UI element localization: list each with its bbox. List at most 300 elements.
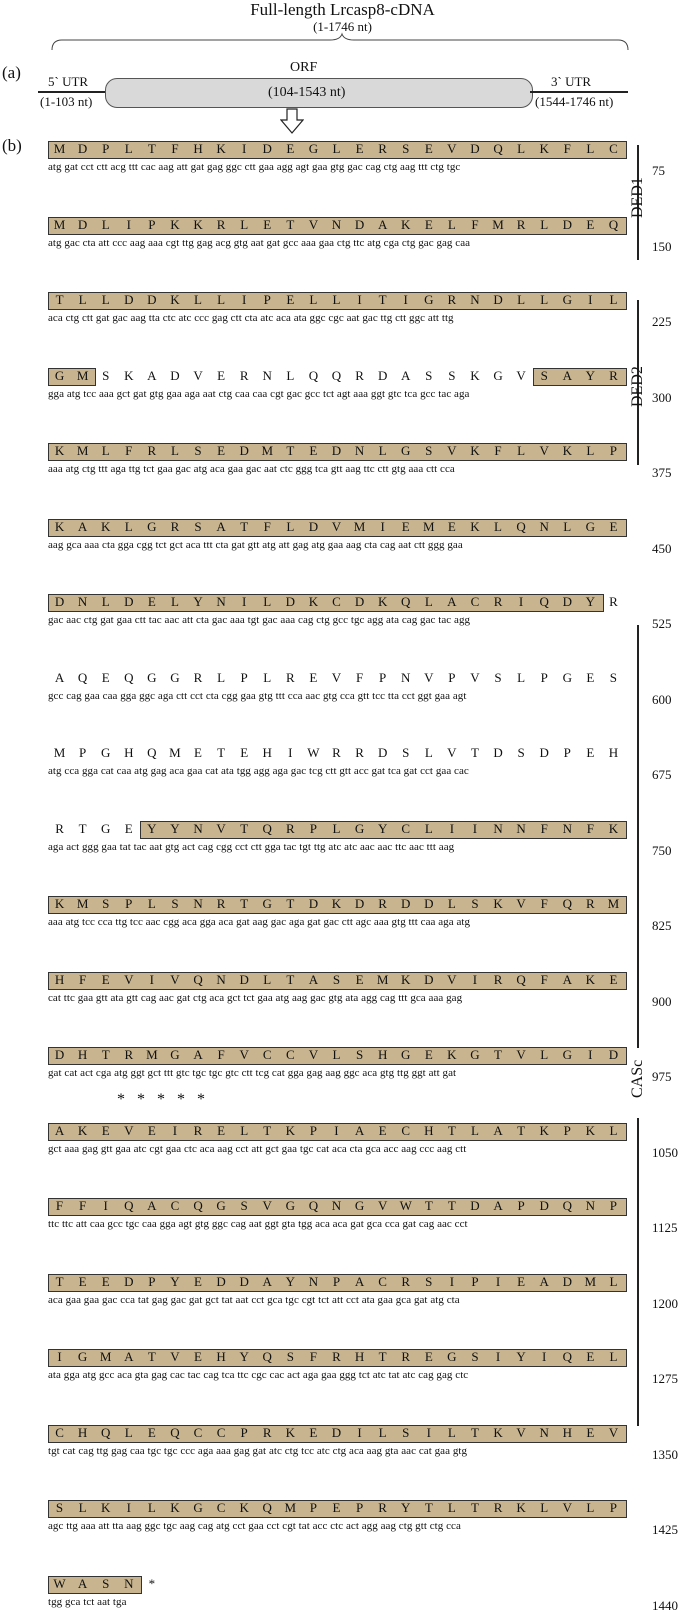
amino-acid: C: [216, 1500, 226, 1515]
amino-acid: L: [540, 216, 549, 232]
amino-acid: N: [262, 367, 272, 383]
amino-acid: E: [194, 1273, 202, 1289]
utr3-label: 3` UTR: [551, 74, 592, 89]
amino-acid: R: [609, 367, 618, 383]
amino-acid: G: [401, 1047, 411, 1062]
amino-acid: F: [494, 443, 502, 458]
position-number: 525: [652, 616, 672, 631]
amino-acid: K: [585, 971, 596, 987]
amino-acid: I: [495, 1349, 501, 1364]
panel-b-label: (b): [2, 136, 22, 155]
amino-acid: R: [401, 1349, 411, 1364]
utr5-label: 5` UTR: [48, 74, 89, 89]
amino-acid: Y: [170, 1273, 180, 1289]
amino-acid: P: [309, 820, 318, 836]
amino-acid: *: [148, 1576, 156, 1591]
amino-acid: S: [425, 443, 433, 458]
amino-acid: G: [101, 745, 111, 760]
amino-acid: C: [332, 594, 341, 609]
amino-acid: D: [562, 216, 572, 232]
orf-label: ORF: [290, 60, 318, 75]
aa-sequence-row: [48, 670, 625, 686]
amino-acid: L: [378, 1424, 387, 1440]
amino-acid: V: [562, 1500, 572, 1515]
amino-acid: K: [216, 141, 226, 156]
amino-acid: W: [53, 1576, 66, 1591]
amino-acid: T: [447, 1122, 456, 1138]
amino-acid: A: [401, 367, 411, 383]
amino-acid: D: [285, 594, 296, 609]
amino-acid: K: [608, 820, 619, 836]
amino-acid: L: [447, 1424, 456, 1440]
full-length-bracket: [0, 0, 685, 60]
amino-acid: I: [57, 1349, 62, 1364]
amino-acid: L: [517, 141, 526, 156]
amino-acid: M: [53, 745, 66, 760]
amino-acid: T: [378, 1349, 387, 1364]
amino-acid: L: [240, 216, 249, 232]
amino-acid: Q: [147, 745, 157, 760]
amino-acid: K: [193, 216, 203, 232]
amino-acid: T: [494, 1047, 502, 1062]
amino-acid: D: [354, 594, 365, 609]
amino-acid: K: [470, 443, 480, 458]
amino-acid: P: [102, 141, 110, 156]
amino-acid: V: [424, 669, 434, 685]
amino-acid: P: [332, 1273, 341, 1289]
amino-acid: D: [470, 141, 480, 156]
amino-acid: L: [424, 820, 433, 836]
amino-acid: N: [585, 1198, 596, 1213]
amino-acid: K: [447, 1047, 457, 1062]
amino-acid: L: [517, 443, 526, 458]
amino-acid: S: [425, 367, 433, 383]
amino-acid: D: [424, 971, 434, 987]
amino-acid: G: [308, 141, 319, 156]
amino-acid: T: [78, 820, 87, 836]
amino-acid: E: [586, 745, 595, 760]
amino-acid: G: [562, 669, 572, 685]
amino-acid: R: [332, 745, 341, 760]
amino-acid: E: [424, 141, 433, 156]
amino-acid: Y: [170, 820, 180, 836]
nucleotide-row: gga atg tcc aaa gct gat gtg gaa aga aat ctg caa caa cgt gac gcc tct agt aaa ggt gtc tca gcc tac aga: [48, 387, 470, 400]
amino-acid: P: [563, 745, 571, 760]
casc-line-lower: [637, 1118, 639, 1426]
amino-acid: Q: [193, 1198, 203, 1213]
amino-acid: N: [308, 1273, 319, 1289]
amino-acid: T: [470, 1424, 479, 1440]
amino-acid: A: [562, 971, 572, 987]
amino-acid: I: [334, 1122, 339, 1138]
amino-acid: C: [285, 1047, 295, 1062]
amino-acid: E: [147, 594, 156, 609]
amino-acid: K: [539, 141, 549, 156]
amino-acid: P: [355, 1500, 364, 1515]
amino-acid: D: [54, 594, 65, 609]
amino-acid: G: [262, 896, 272, 911]
aa-sequence-row: [48, 896, 625, 912]
amino-acid: D: [124, 292, 134, 307]
amino-acid: V: [262, 1198, 272, 1213]
amino-acid: R: [493, 971, 503, 987]
amino-acid: F: [55, 1198, 64, 1213]
position-number: 1425: [652, 1522, 678, 1537]
amino-acid: F: [540, 896, 548, 911]
amino-acid: T: [217, 745, 226, 760]
amino-acid: N: [216, 594, 226, 609]
amino-acid: Q: [308, 1198, 319, 1213]
amino-acid: E: [586, 1349, 595, 1364]
amino-acid: A: [493, 1198, 503, 1213]
amino-acid: L: [101, 292, 110, 307]
amino-acid: S: [102, 1576, 110, 1591]
amino-acid: D: [562, 1273, 572, 1289]
amino-acid: P: [379, 669, 387, 685]
amino-acid: K: [124, 367, 134, 383]
amino-acid: M: [53, 216, 66, 232]
amino-acid: G: [54, 367, 65, 383]
amino-acid: S: [194, 518, 202, 534]
nucleotide-row: aca gaa gaa gac cca tat gag gac gat gct tat aat cct gca tgc cgt tct att cct ata gaa gca gat atg cta: [48, 1293, 460, 1306]
amino-acid: Q: [493, 141, 503, 156]
amino-acid: Q: [262, 1500, 272, 1515]
amino-acid: V: [516, 1047, 526, 1062]
amino-acid: D: [354, 896, 365, 911]
amino-acid: Q: [562, 1349, 572, 1364]
amino-acid: L: [609, 1273, 618, 1289]
amino-acid: K: [54, 896, 65, 911]
amino-acid: N: [539, 518, 549, 534]
amino-acid: E: [424, 216, 433, 232]
amino-acid: I: [126, 216, 131, 232]
amino-acid: R: [493, 1500, 503, 1515]
amino-acid: L: [332, 820, 341, 836]
amino-acid: C: [609, 141, 618, 156]
amino-acid: A: [77, 1576, 88, 1591]
amino-acid: M: [76, 896, 89, 911]
amino-acid: S: [471, 1349, 479, 1364]
amino-acid: L: [563, 518, 572, 534]
amino-acid: T: [470, 745, 479, 760]
amino-acid: F: [540, 971, 548, 987]
amino-acid: V: [170, 1349, 180, 1364]
amino-acid: D: [124, 1273, 134, 1289]
amino-acid: K: [470, 518, 480, 534]
amino-acid: I: [542, 1349, 547, 1364]
amino-acid: K: [77, 1122, 88, 1138]
amino-acid: T: [147, 141, 156, 156]
amino-acid: F: [171, 141, 179, 156]
nucleotide-row: tgg gca tct aat tga: [48, 1596, 127, 1608]
amino-acid: L: [124, 518, 133, 534]
amino-acid: N: [354, 443, 365, 458]
amino-acid: M: [99, 1349, 112, 1364]
ded2-label: DED2: [629, 366, 646, 407]
amino-acid: A: [308, 971, 319, 987]
amino-acid: C: [378, 1273, 387, 1289]
nucleotide-row: aca ctg ctt gat gac aag tta ctc atc ccc gag ctt cta atc aca ata ggc cgc aat gac ttg ctt ggc att ttg: [48, 312, 454, 324]
amino-acid: M: [169, 745, 181, 760]
amino-acid: D: [308, 896, 319, 911]
amino-acid: T: [55, 292, 64, 307]
amino-acid: R: [216, 216, 226, 232]
amino-acid: C: [193, 1424, 203, 1440]
amino-acid: L: [101, 594, 110, 609]
amino-acid: K: [562, 443, 572, 458]
amino-acid: M: [76, 443, 89, 458]
nucleotide-row: aaa atg tcc cca ttg tcc aac cgg aca gga aca gat aag gac aga gat gac ctt agc aaa gtg ttt caa aga atg: [48, 916, 471, 928]
amino-acid: H: [77, 1047, 88, 1062]
amino-acid: D: [470, 1198, 480, 1213]
aa-sequence-row: [48, 1123, 625, 1139]
amino-acid: R: [355, 745, 364, 760]
amino-acid: E: [78, 1273, 87, 1289]
amino-acid: K: [54, 443, 65, 458]
amino-acid: P: [263, 292, 271, 307]
position-number: 900: [652, 993, 672, 1009]
amino-acid: G: [77, 1349, 88, 1364]
amino-acid: R: [124, 1047, 134, 1062]
amino-acid: P: [240, 1424, 248, 1440]
amino-acid: L: [332, 141, 341, 156]
amino-acid: P: [609, 443, 618, 458]
amino-acid: G: [285, 1198, 296, 1213]
amino-acid: D: [493, 745, 503, 760]
amino-acid: M: [76, 367, 89, 383]
amino-acid: E: [586, 1424, 595, 1440]
amino-acid: E: [124, 820, 133, 836]
amino-acid: D: [424, 896, 434, 911]
amino-acid: K: [539, 1122, 549, 1138]
amino-acid: A: [77, 518, 88, 534]
position-number: 675: [652, 767, 672, 782]
amino-acid: K: [285, 1424, 296, 1440]
amino-acid: I: [588, 292, 593, 307]
amino-acid: H: [562, 1424, 572, 1440]
amino-acid: K: [470, 367, 480, 383]
amino-acid: V: [331, 518, 342, 534]
amino-acid: V: [308, 1047, 319, 1062]
amino-acid: E: [194, 745, 202, 760]
amino-acid: Q: [401, 594, 411, 609]
amino-acid: G: [401, 443, 411, 458]
amino-acid: F: [79, 1198, 87, 1213]
amino-acid: V: [608, 1424, 619, 1440]
amino-acid: I: [103, 1198, 108, 1213]
amino-acid: R: [193, 669, 203, 685]
amino-acid: V: [308, 216, 319, 232]
amino-acid: L: [286, 518, 295, 534]
amino-acid: L: [586, 141, 595, 156]
amino-acid: P: [563, 1122, 571, 1138]
nucleotide-row: atg gat cct ctt acg ttt cac aag att gat gag ggc ctt gaa agg agt gaa gtg gac cag ctg aag ttt ctg tgc: [48, 161, 461, 173]
panel-a-label: (a): [2, 63, 21, 82]
cdna-range: (1-1746 nt): [313, 19, 372, 34]
nucleotide-row: ttc ttc att caa gcc tgc caa gga agt gtg ggc cag aat ggt gta tgg aca aca gat gca cca gat cag aac cct: [48, 1218, 468, 1230]
amino-acid: L: [447, 216, 456, 232]
amino-acid: I: [380, 518, 385, 534]
amino-acid: L: [424, 594, 433, 609]
amino-acid: T: [470, 1500, 479, 1515]
amino-acid: T: [240, 820, 249, 836]
aa-sequence-row: [48, 1198, 625, 1214]
amino-acid: V: [447, 971, 457, 987]
amino-acid: D: [377, 745, 388, 760]
amino-acid: E: [609, 971, 618, 987]
amino-acid: R: [239, 367, 249, 383]
amino-acid: L: [424, 745, 433, 760]
amino-acid: L: [124, 141, 133, 156]
amino-acid: I: [241, 292, 247, 307]
amino-acid: E: [101, 1273, 110, 1289]
amino-acid: Q: [608, 216, 619, 232]
amino-acid: V: [331, 669, 342, 685]
amino-acid: R: [332, 1349, 341, 1364]
amino-acid: R: [170, 518, 180, 534]
casc-label: CASc: [629, 1059, 646, 1098]
amino-acid: E: [217, 1122, 226, 1138]
amino-acid: G: [562, 292, 572, 307]
amino-acid: V: [447, 443, 457, 458]
position-number: 1200: [652, 1295, 678, 1311]
amino-acid: R: [285, 820, 295, 836]
amino-acid: L: [101, 443, 110, 458]
amino-acid: L: [494, 518, 502, 534]
amino-acid: Q: [562, 896, 572, 911]
amino-acid: E: [309, 669, 318, 685]
nucleotide-row: gct aaa gag gtt gaa atc cgt gaa ctc aca aag cct att gct gaa tgc cat aca cta gca acc aag ccc aag ctt: [48, 1142, 467, 1155]
amino-acid: L: [101, 216, 110, 232]
amino-acid: S: [102, 367, 110, 383]
amino-acid: D: [77, 141, 88, 156]
position-number: 150: [652, 238, 672, 254]
amino-acid: L: [540, 292, 549, 307]
amino-acid: S: [286, 1349, 294, 1364]
amino-acid: L: [609, 1122, 618, 1138]
amino-acid: K: [401, 216, 411, 232]
amino-acid: H: [424, 1122, 434, 1138]
amino-acid: Q: [124, 669, 134, 685]
active-site-marks: * * * * *: [117, 1091, 209, 1108]
amino-acid: C: [55, 1424, 64, 1440]
amino-acid: S: [540, 367, 548, 383]
amino-acid: V: [516, 1424, 526, 1440]
amino-acid: R: [516, 216, 526, 232]
amino-acid: G: [493, 367, 503, 383]
position-number: 225: [652, 314, 672, 329]
aa-sequence-row: [48, 519, 625, 535]
amino-acid: E: [286, 292, 295, 307]
amino-acid: T: [286, 443, 295, 458]
amino-acid: H: [216, 1349, 226, 1364]
amino-acid: R: [378, 896, 387, 911]
amino-acid: L: [147, 1500, 156, 1515]
amino-acid: N: [193, 896, 203, 911]
amino-acid: F: [540, 820, 548, 836]
amino-acid: L: [263, 971, 272, 987]
amino-acid: D: [308, 518, 319, 534]
amino-acid: D: [493, 292, 503, 307]
amino-acid: C: [401, 1122, 411, 1138]
aa-sequence-row: [48, 217, 625, 233]
amino-acid: E: [309, 1424, 318, 1440]
amino-acid: R: [493, 594, 503, 609]
amino-acid: K: [101, 518, 111, 534]
amino-acid: T: [101, 1047, 110, 1062]
aa-sequence-row: [48, 1425, 625, 1441]
amino-acid: A: [562, 367, 572, 383]
amino-acid: M: [584, 1273, 597, 1289]
amino-acid: D: [608, 1047, 619, 1062]
amino-acid: P: [309, 1122, 318, 1138]
amino-acid: M: [284, 1500, 297, 1515]
amino-acid: E: [286, 141, 295, 156]
nucleotide-row: aaa atg ctg ttt aga ttg tct gaa gac atg aca gaa gac aat ctc ggg tca gtt aag ttc ctt gtg aaa ctt cca: [48, 463, 455, 475]
amino-acid: L: [170, 443, 179, 458]
amino-acid: S: [102, 896, 110, 911]
amino-acid: L: [540, 1047, 549, 1062]
amino-acid: N: [470, 292, 480, 307]
amino-acid: A: [539, 1273, 549, 1289]
amino-acid: V: [447, 141, 457, 156]
amino-acid: W: [307, 745, 320, 760]
amino-acid: K: [170, 292, 180, 307]
amino-acid: C: [470, 594, 480, 609]
amino-acid: I: [241, 594, 247, 609]
amino-acid: L: [378, 443, 387, 458]
amino-acid: K: [101, 1500, 111, 1515]
amino-acid: S: [240, 1198, 248, 1213]
amino-acid: D: [539, 1198, 549, 1213]
amino-acid: Q: [262, 820, 272, 836]
amino-acid: N: [216, 971, 226, 987]
amino-acid: F: [217, 1047, 225, 1062]
amino-acid: S: [425, 1273, 433, 1289]
amino-acid: A: [493, 1122, 503, 1138]
amino-acid: E: [147, 1122, 156, 1138]
amino-acid: L: [240, 1122, 249, 1138]
amino-acid: P: [517, 1198, 525, 1213]
amino-acid: K: [54, 518, 65, 534]
amino-acid: E: [586, 216, 595, 232]
aa-sequence-row: [48, 972, 625, 988]
amino-acid: E: [355, 141, 364, 156]
amino-acid: I: [472, 971, 478, 987]
amino-acid: S: [194, 443, 202, 458]
amino-acid: W: [399, 1198, 412, 1213]
amino-acid: I: [149, 971, 155, 987]
amino-acid: S: [402, 745, 410, 760]
amino-acid: F: [471, 216, 479, 232]
amino-acid: Q: [308, 367, 319, 383]
amino-acid: Y: [516, 1349, 526, 1364]
amino-acid: S: [55, 1500, 64, 1515]
ded1-label: DED1: [629, 177, 646, 218]
amino-acid: G: [147, 669, 157, 685]
amino-acid: P: [471, 1273, 479, 1289]
amino-acid: D: [562, 594, 572, 609]
amino-acid: T: [517, 1122, 526, 1138]
amino-acid: Q: [331, 367, 342, 383]
amino-acid: Q: [170, 1424, 180, 1440]
amino-acid: K: [516, 1500, 526, 1515]
aa-sequence-row: [48, 745, 625, 761]
amino-acid: Y: [239, 1349, 249, 1364]
amino-acid: C: [262, 1047, 272, 1062]
amino-acid: E: [194, 1349, 202, 1364]
amino-acid: M: [607, 896, 620, 911]
